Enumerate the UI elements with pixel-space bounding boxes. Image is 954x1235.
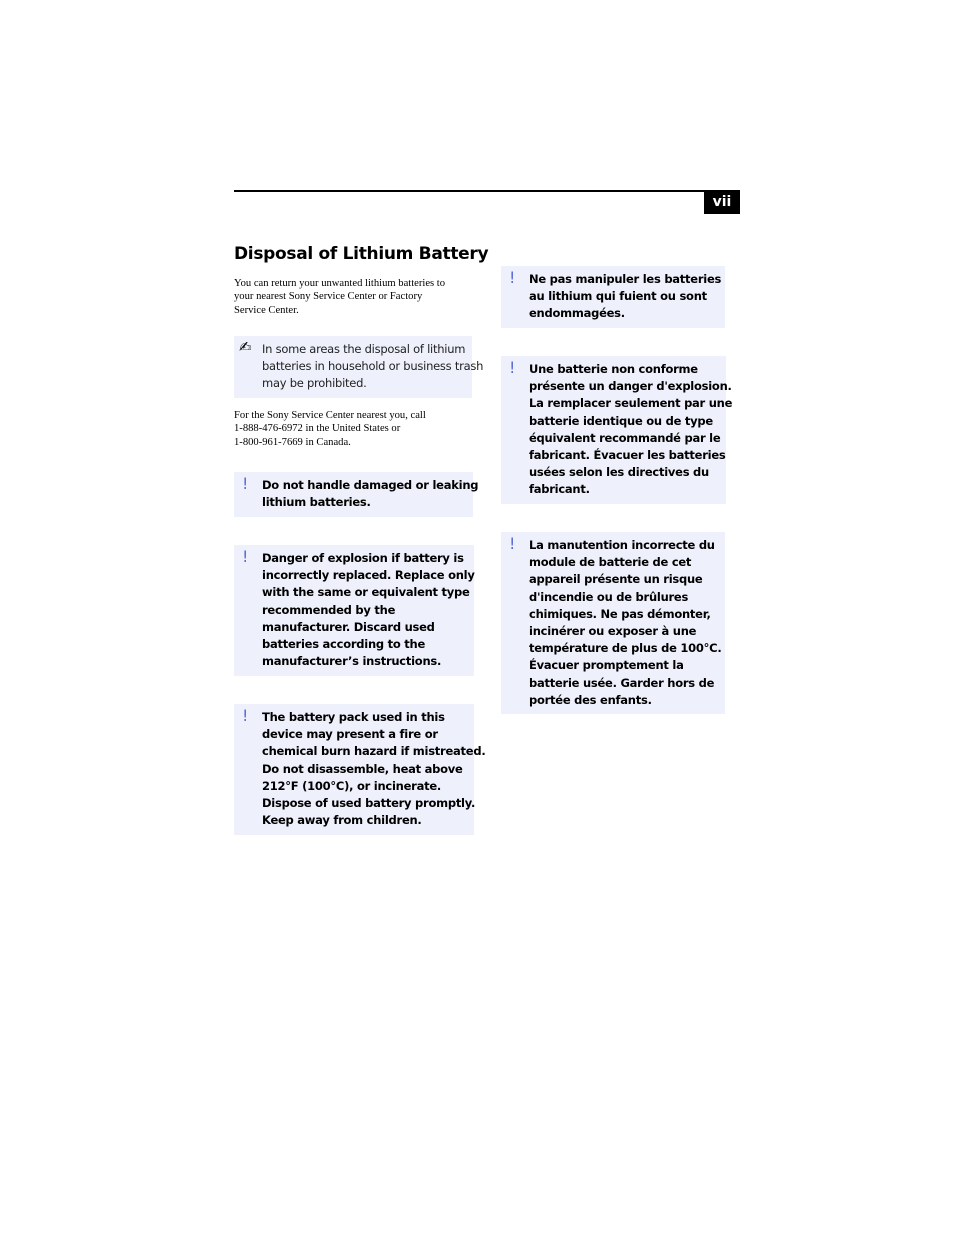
warning-line: device may present a fire or (262, 727, 438, 742)
note-text (262, 341, 484, 393)
warning-line: Do not handle damaged or leaking (262, 478, 479, 492)
warning-line: with the same or equivalent type (262, 585, 470, 600)
contact-line: 1-888-476-6972 in the United States or (234, 423, 401, 435)
note-line: batteries in household or business trash (262, 359, 484, 374)
warning-line: incorrectly replaced. Replace only (262, 568, 475, 583)
warning-line: 212°F (100°C), or incinerate. (262, 778, 441, 793)
warning-line: chimiques. Ne pas démonter, (529, 606, 711, 621)
intro-line: You can return your unwanted lithium batteries to (234, 278, 446, 289)
warning-text (529, 271, 723, 323)
contact-line: 1-800-961-7669 in Canada. (234, 436, 351, 448)
warning-line: manufacturer’s instructions. (262, 654, 442, 669)
intro-paragraph (234, 277, 445, 317)
warning-line: incinérer ou exposer à une (529, 624, 697, 639)
exclamation-icon: ! (509, 358, 516, 377)
avertissement-box-incendie (501, 532, 725, 714)
exclamation-icon: ! (242, 706, 249, 725)
warning-line: Danger of explosion if battery is (262, 551, 464, 565)
warning-line: endommagées. (529, 306, 625, 321)
warning-line: usées selon les directives du (529, 465, 709, 480)
section-title: Disposal of Lithium Battery (234, 244, 489, 264)
warning-line: Dispose of used battery promptly. (262, 796, 476, 811)
note-line: In some areas the disposal of lithium (262, 342, 466, 356)
warning-line: La manutention incorrecte du (529, 538, 715, 552)
warning-box-explosion (234, 545, 474, 676)
exclamation-icon: ! (242, 474, 249, 493)
contact-line: For the Sony Service Center nearest you, call (234, 410, 426, 421)
intro-line: your nearest Sony Service Center or Factory (234, 291, 423, 303)
warning-line: Une batterie non conforme (529, 362, 698, 376)
warning-text (529, 361, 733, 499)
warning-line: équivalent recommandé par le (529, 430, 721, 445)
warning-line: Ne pas manipuler les batteries (529, 272, 722, 286)
intro-line: Service Center. (234, 304, 299, 316)
warning-line: Keep away from children. (262, 813, 422, 828)
warning-line: Do not disassemble, heat above (262, 761, 463, 776)
warning-line: batteries according to the (262, 637, 425, 652)
warning-box-fire-hazard (234, 704, 486, 835)
warning-line: The battery pack used in this (262, 710, 445, 724)
warning-line: manufacturer. Discard used (262, 619, 435, 634)
note-box (234, 336, 484, 398)
note-line: may be prohibited. (262, 376, 367, 391)
page-number: vii (704, 192, 740, 214)
warning-line: présente un danger d'explosion. (529, 379, 732, 394)
pencil-note-icon: ✍ (239, 338, 252, 356)
warning-line: fabricant. (529, 482, 590, 497)
warning-line: température de plus de 100°C. (529, 641, 722, 656)
warning-line: lithium batteries. (262, 495, 371, 510)
warning-line: Évacuer promptement la (529, 658, 684, 673)
warning-box-leaking (234, 472, 479, 517)
warning-line: appareil présente un risque (529, 572, 703, 587)
warning-line: La remplacer seulement par une (529, 396, 733, 411)
warning-text (262, 477, 479, 511)
warning-text (262, 550, 475, 670)
avertissement-box-explosion (501, 356, 733, 504)
warning-line: fabricant. Évacuer les batteries (529, 448, 726, 463)
warning-line: recommended by the (262, 602, 396, 617)
exclamation-icon: ! (242, 547, 249, 566)
warning-line: portée des enfants. (529, 692, 652, 707)
contact-paragraph (234, 409, 426, 449)
warning-line: d'incendie ou de brûlures (529, 589, 689, 604)
exclamation-icon: ! (509, 534, 516, 553)
header-rule (234, 190, 740, 192)
warning-line: chemical burn hazard if mistreated. (262, 744, 486, 759)
warning-text (529, 537, 723, 709)
exclamation-icon: ! (509, 268, 516, 287)
warning-line: au lithium qui fuient ou sont (529, 289, 707, 304)
warning-line: module de batterie de cet (529, 555, 692, 570)
warning-line: batterie usée. Garder hors de (529, 675, 715, 690)
warning-line: batterie identique ou de type (529, 413, 713, 428)
avertissement-box-fuite (501, 266, 725, 328)
warning-text (262, 709, 486, 829)
